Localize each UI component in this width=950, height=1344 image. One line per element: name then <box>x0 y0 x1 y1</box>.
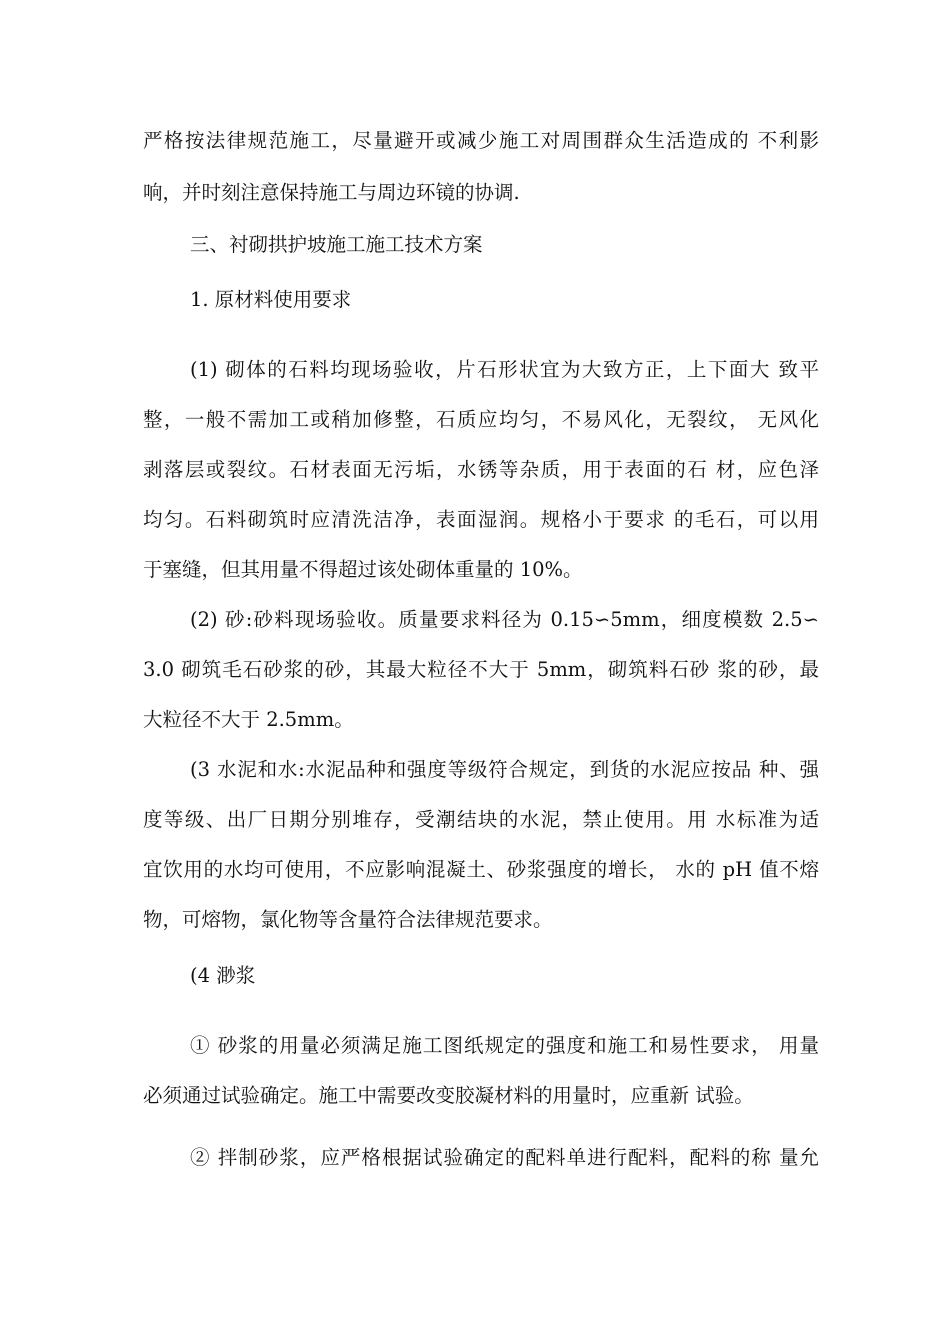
text-line: 均匀。石料砌筑时应清洗洁净，表面湿润。规格小于要求 的毛石，可以用 <box>143 508 819 531</box>
heading-text: 三、衬砌拱护坡施工施工技术方案 <box>190 233 483 256</box>
text-line: 严格按法律规范施工，尽量避开或减少施工对周围群众生活造成的 不利影 <box>143 129 819 152</box>
text-line: ① 砂浆的用量必须满足施工图纸规定的强度和施工和易性要求， 用量 <box>190 1034 819 1057</box>
text-line: 于塞缝，但其用量不得超过该处砌体重量的 10%。 <box>143 558 583 581</box>
text-line: 必须通过试验确定。施工中需要改变胶凝材料的用量时，应重新 试验。 <box>143 1084 754 1107</box>
text-line: 宜饮用的水均可使用，不应影响混凝土、砂浆强度的增长， 水的 pH 值不熔 <box>143 858 819 881</box>
text-line: 剥落层或裂纹。石材表面无污垢，水锈等杂质，用于表面的石 材，应色泽 <box>143 458 819 481</box>
heading-text: 1. 原材料使用要求 <box>190 288 352 311</box>
text-line: 大粒径不大于 2.5mm。 <box>143 708 354 731</box>
text-line: (3 水泥和水:水泥品种和强度等级符合规定，到货的水泥应按品 种、强 <box>190 758 819 781</box>
text-line: 度等级、出厂日期分别堆存，受潮结块的水泥，禁止使用。用 水标准为适 <box>143 808 819 831</box>
text-line: (2) 砂:砂料现场验收。质量要求料径为 0.15∽5mm，细度模数 2.5∽ <box>190 608 819 631</box>
text-line: ② 拌制砂浆，应严格根据试验确定的配料单进行配料，配料的称 量允 <box>190 1146 819 1169</box>
text-line: (1) 砌体的石料均现场验收，片石形状宜为大致方正，上下面大 致平 <box>190 358 819 381</box>
text-line: 响，并时刻注意保持施工与周边环镜的协调. <box>143 181 520 204</box>
text-line: 整，一般不需加工或稍加修整，石质应均匀，不易风化，无裂纹， 无风化 <box>143 408 819 431</box>
text-line: 物，可熔物，氯化物等含量符合法律规范要求。 <box>143 908 553 931</box>
text-line: 3.0 砌筑毛石砂浆的砂，其最大粒径不大于 5mm，砌筑料石砂 浆的砂，最 <box>143 658 819 681</box>
text-line: (4 渺浆 <box>190 964 256 987</box>
